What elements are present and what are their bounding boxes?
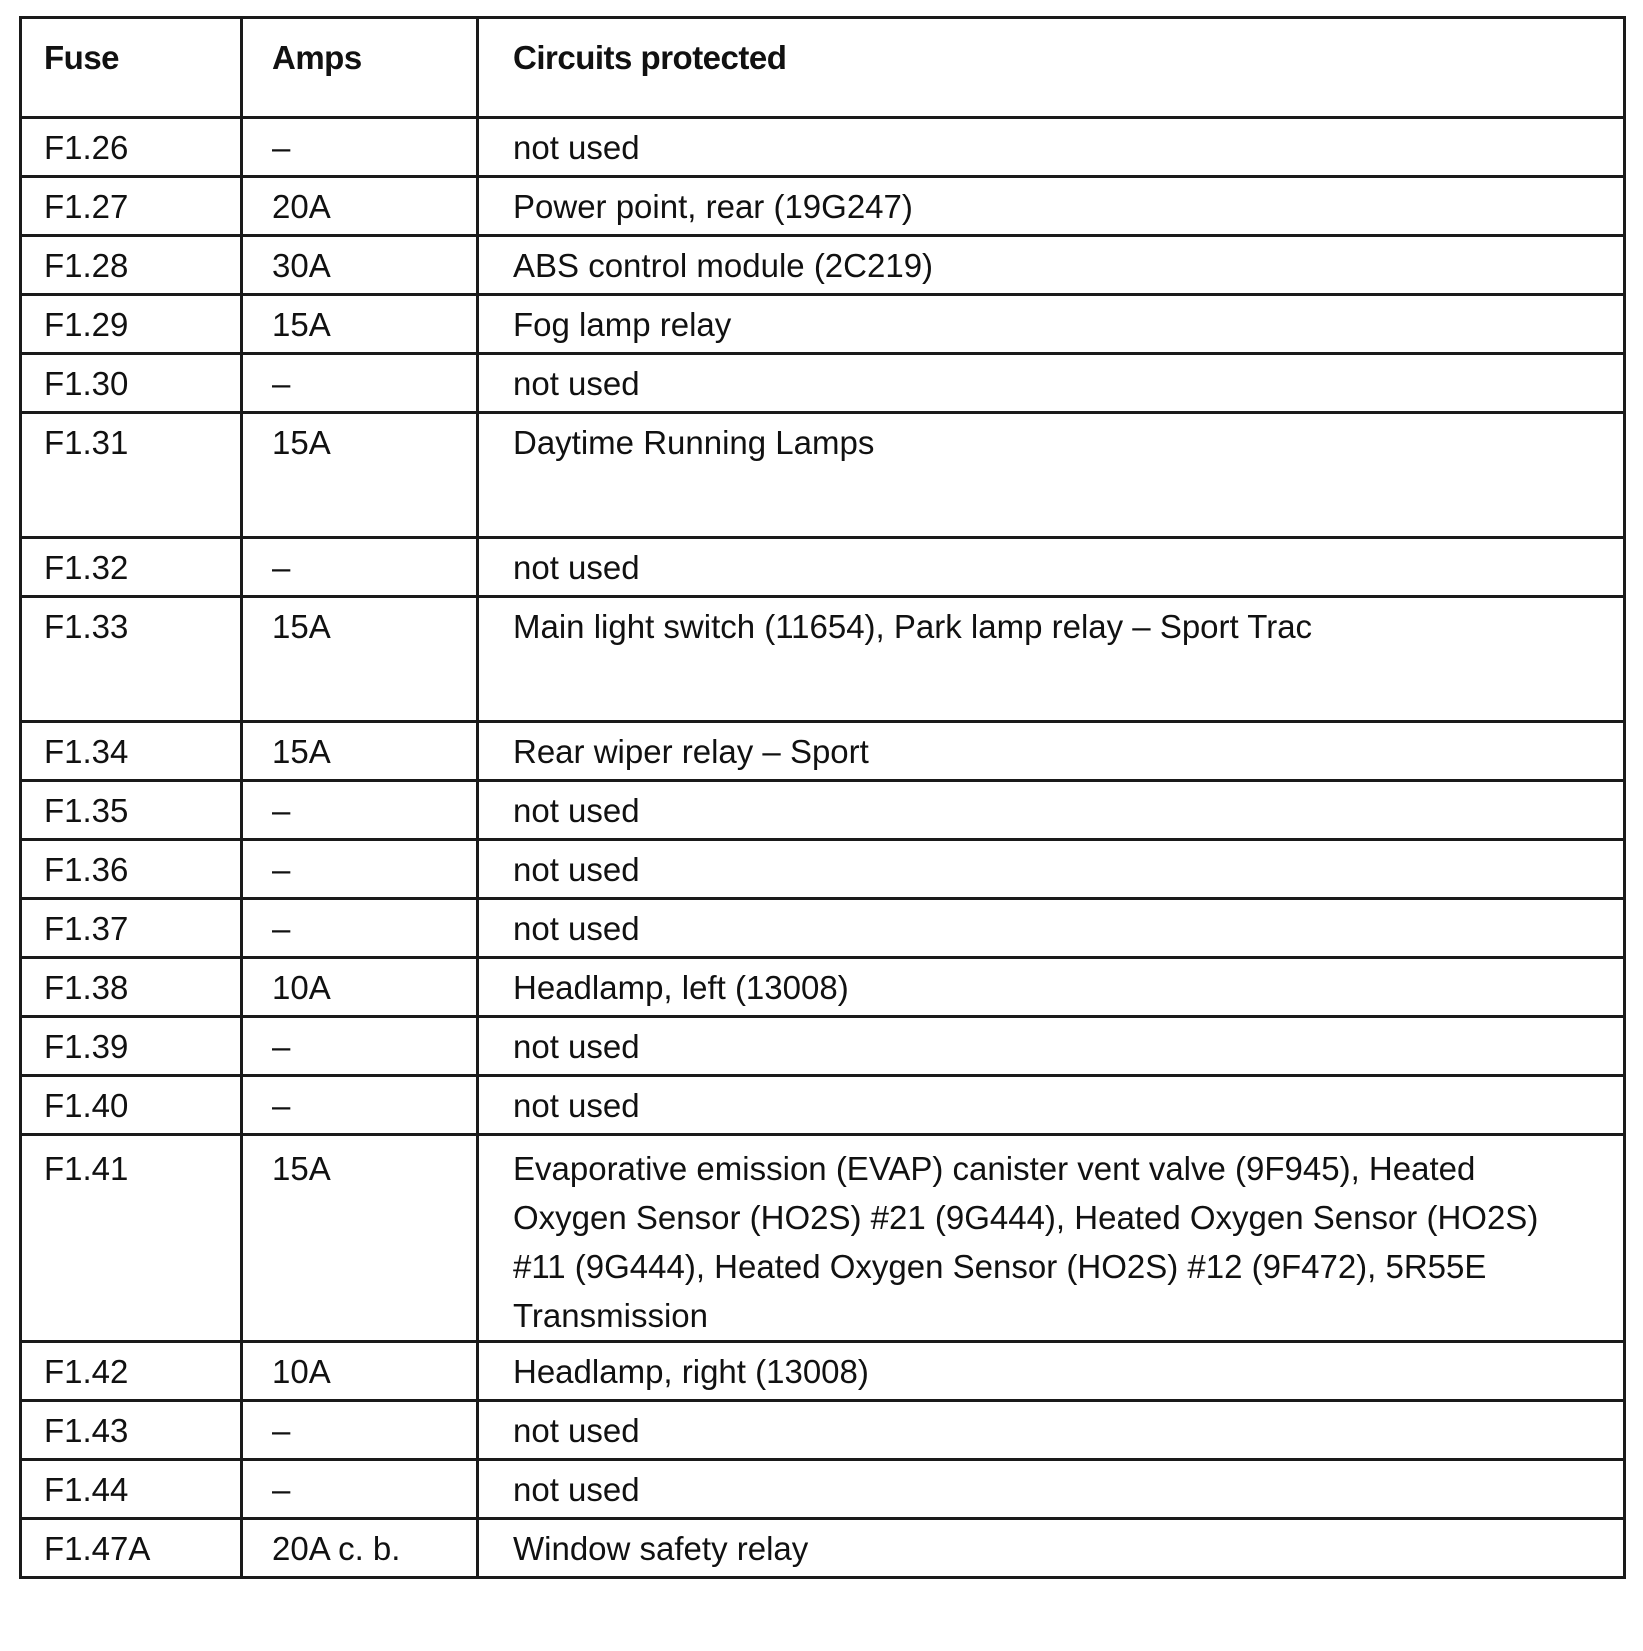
circuits-cell: Window safety relay [478, 1519, 1625, 1578]
fuse-table [19, 16, 1626, 1579]
circuits-cell: not used [478, 1460, 1625, 1519]
circuits-cell: Evaporative emission (EVAP) canister vent valve (9F945), Heated Oxygen Sensor (HO2S) #21 (9G444), Heated Oxygen Sensor (HO2S) #11 (9G444), Heated Oxygen Sensor (HO2S) #12 (9F472), 5R55E Transmission [478, 1135, 1625, 1342]
circuits-cell: Headlamp, right (13008) [478, 1342, 1625, 1401]
table-row [21, 899, 1625, 958]
circuits-cell: not used [478, 1076, 1625, 1135]
fuse-cell: F1.38 [21, 958, 242, 1017]
amps-cell: 10A [242, 958, 478, 1017]
fuse-cell: F1.27 [21, 177, 242, 236]
header-circuits: Circuits protected [478, 18, 1625, 118]
table-row [21, 177, 1625, 236]
amps-cell: – [242, 1076, 478, 1135]
table-row [21, 413, 1625, 538]
fuse-cell: F1.33 [21, 597, 242, 722]
circuits-cell: Power point, rear (19G247) [478, 177, 1625, 236]
table-row [21, 1017, 1625, 1076]
circuits-cell: Daytime Running Lamps [478, 413, 1625, 538]
amps-cell: 10A [242, 1342, 478, 1401]
circuits-cell: Headlamp, left (13008) [478, 958, 1625, 1017]
table-row [21, 236, 1625, 295]
fuse-cell: F1.28 [21, 236, 242, 295]
amps-cell: – [242, 1401, 478, 1460]
fuse-cell: F1.41 [21, 1135, 242, 1342]
table-row [21, 538, 1625, 597]
fuse-cell: F1.42 [21, 1342, 242, 1401]
circuits-cell: ABS control module (2C219) [478, 236, 1625, 295]
amps-cell: 30A [242, 236, 478, 295]
fuse-cell: F1.39 [21, 1017, 242, 1076]
fuse-cell: F1.34 [21, 722, 242, 781]
table-row [21, 1460, 1625, 1519]
amps-cell: – [242, 1017, 478, 1076]
circuits-cell: Fog lamp relay [478, 295, 1625, 354]
table-row [21, 1401, 1625, 1460]
table-row [21, 295, 1625, 354]
table-row [21, 958, 1625, 1017]
amps-cell: 15A [242, 1135, 478, 1342]
fuse-cell: F1.31 [21, 413, 242, 538]
table-row [21, 840, 1625, 899]
amps-cell: 15A [242, 597, 478, 722]
amps-cell: – [242, 840, 478, 899]
amps-cell: – [242, 899, 478, 958]
fuse-cell: F1.40 [21, 1076, 242, 1135]
table-row [21, 1519, 1625, 1578]
table-row [21, 118, 1625, 177]
amps-cell: 20A c. b. [242, 1519, 478, 1578]
fuse-cell: F1.43 [21, 1401, 242, 1460]
circuits-cell: not used [478, 118, 1625, 177]
circuits-cell: not used [478, 899, 1625, 958]
table-row [21, 722, 1625, 781]
circuits-cell: not used [478, 538, 1625, 597]
fuse-cell: F1.44 [21, 1460, 242, 1519]
circuits-cell: not used [478, 1401, 1625, 1460]
circuits-cell: not used [478, 1017, 1625, 1076]
table-row [21, 1342, 1625, 1401]
fuse-cell: F1.32 [21, 538, 242, 597]
amps-cell: 15A [242, 295, 478, 354]
table-row [21, 1135, 1625, 1342]
circuits-cell: not used [478, 840, 1625, 899]
amps-cell: – [242, 781, 478, 840]
circuits-cell: Rear wiper relay – Sport [478, 722, 1625, 781]
amps-cell: 20A [242, 177, 478, 236]
fuse-cell: F1.30 [21, 354, 242, 413]
fuse-cell: F1.29 [21, 295, 242, 354]
header-amps: Amps [242, 18, 478, 118]
amps-cell: 15A [242, 722, 478, 781]
amps-cell: – [242, 1460, 478, 1519]
amps-cell: – [242, 118, 478, 177]
circuits-cell: not used [478, 354, 1625, 413]
fuse-cell: F1.35 [21, 781, 242, 840]
circuits-cell: Main light switch (11654), Park lamp relay – Sport Trac [478, 597, 1625, 722]
amps-cell: – [242, 354, 478, 413]
fuse-cell: F1.36 [21, 840, 242, 899]
table-row [21, 354, 1625, 413]
circuits-cell: not used [478, 781, 1625, 840]
table-row [21, 781, 1625, 840]
fuse-cell: F1.37 [21, 899, 242, 958]
table-row [21, 597, 1625, 722]
table-header-row [21, 18, 1625, 118]
table-row [21, 1076, 1625, 1135]
amps-cell: 15A [242, 413, 478, 538]
fuse-cell: F1.26 [21, 118, 242, 177]
amps-cell: – [242, 538, 478, 597]
fuse-cell: F1.47A [21, 1519, 242, 1578]
header-fuse: Fuse [21, 18, 242, 118]
